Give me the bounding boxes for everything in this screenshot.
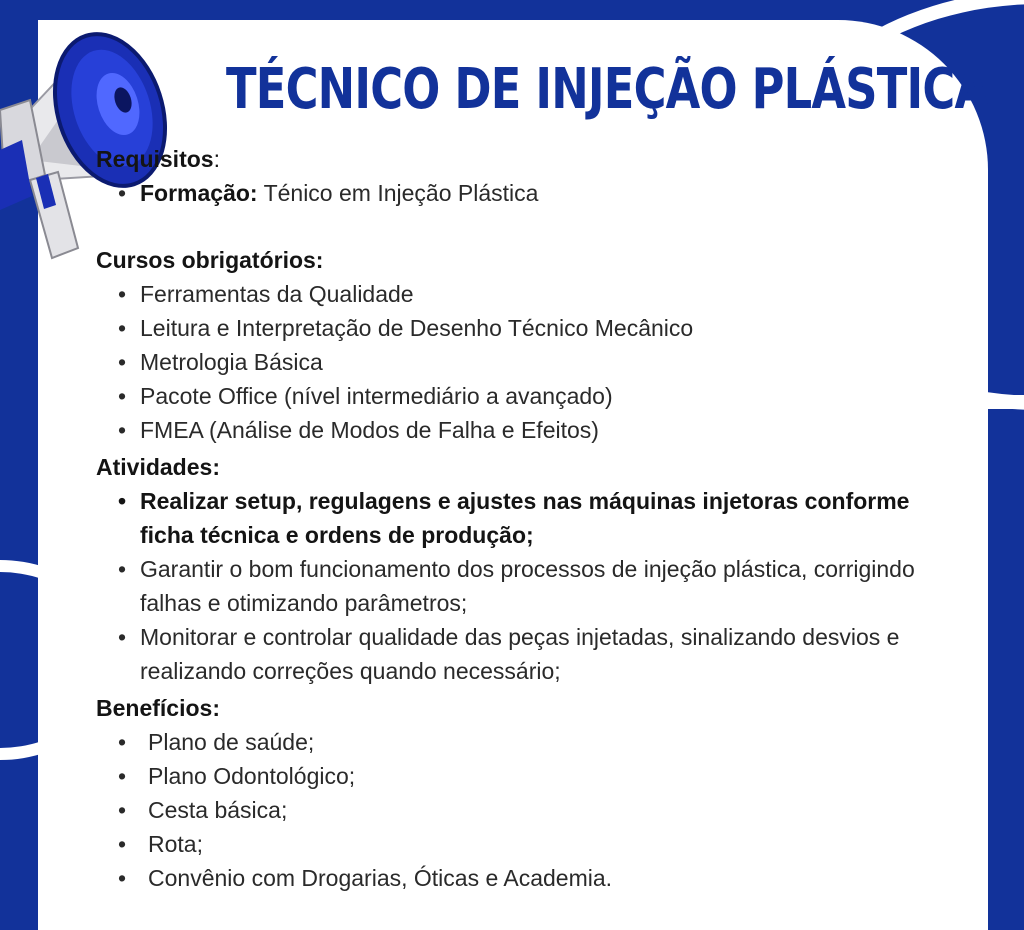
list-item: • Convênio com Drogarias, Óticas e Academia. — [118, 865, 613, 891]
list-item: • Metrologia Básica — [118, 349, 323, 375]
list-item: • Rota; — [118, 831, 203, 857]
list-item: • FMEA (Análise de Modos de Falha e Efeitos) — [118, 417, 599, 443]
list-item: • Cesta básica; — [118, 797, 288, 823]
beneficios-list — [96, 725, 956, 895]
list-item: • Formação: Ténico em Injeção Plástica — [118, 176, 956, 210]
list-item: • Leitura e Interpretação de Desenho Técnico Mecânico — [118, 315, 694, 341]
list-item: • Pacote Office (nível intermediário a avançado) — [118, 383, 613, 409]
section-heading-atividades: Atividades: — [96, 454, 220, 480]
list-item: • Monitorar e controlar qualidade das peças injetadas, sinalizando desvios e realizando correções quando necessário; — [118, 624, 900, 684]
section-heading-cursos: Cursos obrigatórios: — [96, 247, 324, 273]
section-heading-requisitos: Requisitos: — [96, 146, 220, 172]
list-item: • Realizar setup, regulagens e ajustes nas máquinas injetoras conforme ficha técnica e ordens de produção; — [118, 488, 910, 548]
section-heading-beneficios: Benefícios: — [96, 695, 220, 721]
list-item: • Plano Odontológico; — [118, 763, 356, 789]
page-title: TÉCNICO DE INJEÇÃO PLÁSTICA — [226, 57, 989, 122]
bullet: • — [118, 180, 127, 206]
atividades-list — [96, 484, 956, 688]
list-item: • Ferramentas da Qualidade — [118, 281, 414, 307]
list-item: • Garantir o bom funcionamento dos processos de injeção plástica, corrigindo falhas e otimizando parâmetros; — [118, 556, 915, 616]
requisitos-list — [96, 176, 956, 210]
list-item: • Plano de saúde; — [118, 729, 315, 755]
cursos-list — [96, 277, 956, 447]
job-content — [96, 142, 956, 895]
